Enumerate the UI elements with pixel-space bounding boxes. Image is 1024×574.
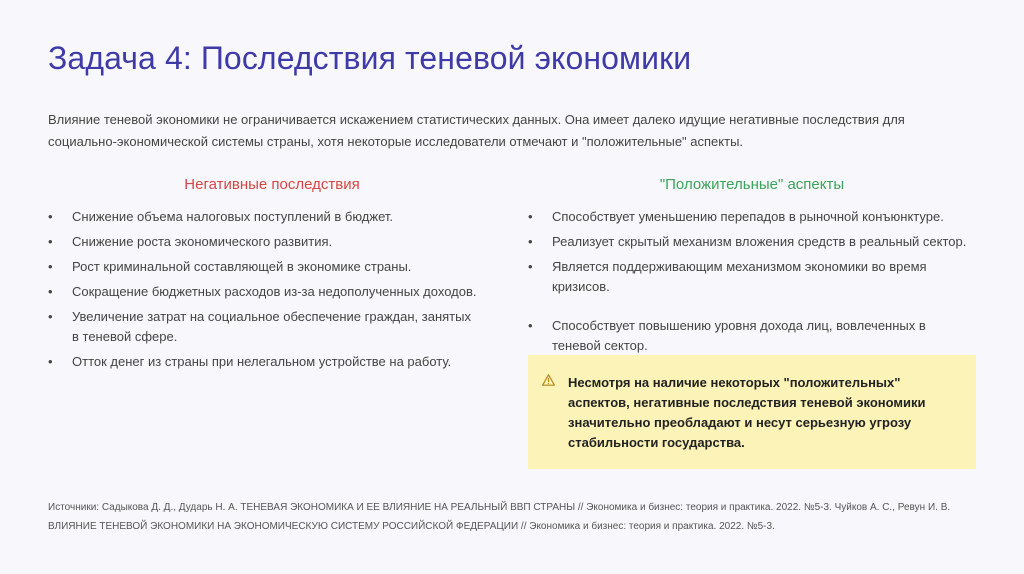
- warning-triangle-icon: [542, 374, 555, 386]
- list-item: [48, 307, 478, 347]
- bullet: •: [48, 309, 53, 324]
- list-item: [48, 352, 478, 372]
- sources-footnote: Источники: Садыкова Д. Д., Дударь Н. А. ТЕНЕВАЯ ЭКОНОМИКА И ЕЕ ВЛИЯНИЕ НА РЕАЛЬНЫЙ ВВП СТРАНЫ // Экономика и бизнес: теория и практика. 2022. №5-3. Чуйков А. С., Ревун И. В. ВЛИЯНИЕ ТЕНЕВОЙ ЭКОНОМИКИ НА ЭКОНОМИЧЕСКУЮ СИСТЕМУ РОССИЙСКОЙ ФЕДЕРАЦИИ // Экономика и бизнес: теория и практика. 2022. №5-3.: [48, 502, 951, 532]
- list-item: [528, 316, 968, 356]
- warning-text: Несмотря на наличие некоторых "положительных" аспектов, негативные последствия теневой экономики значительно преобладают и несут серьезную угрозу стабильности государства.: [568, 375, 926, 450]
- positive-list: [528, 207, 968, 361]
- list-item-text: Способствует уменьшению перепадов в рыночной конъюнктуре.: [552, 209, 944, 224]
- list-item: [528, 232, 968, 252]
- negative-heading: Негативные последствия: [184, 176, 360, 193]
- bullet: •: [528, 259, 533, 274]
- page-title: Задача 4: Последствия теневой экономики: [48, 40, 692, 76]
- bullet: •: [48, 209, 53, 224]
- warning-icon: [542, 374, 555, 389]
- list-item-text: Сокращение бюджетных расходов из-за недополученных доходов.: [72, 284, 477, 299]
- list-item: [48, 282, 478, 302]
- intro-paragraph: Влияние теневой экономики не ограничивается искажением статистических данных. Она имеет далеко идущие негативные последствия для социально-экономической системы страны, хотя некоторые исследователи отмечают и "положительные" аспекты.: [48, 112, 905, 149]
- list-item-text: Является поддерживающим механизмом экономики во время кризисов.: [552, 259, 927, 294]
- bullet: •: [48, 234, 53, 249]
- bullet: •: [528, 318, 533, 333]
- list-item: [48, 207, 478, 227]
- bullet: •: [48, 284, 53, 299]
- list-item-text: Отток денег из страны при нелегальном устройстве на работу.: [72, 354, 452, 369]
- list-item-text: Увеличение затрат на социальное обеспечение граждан, занятых в теневой сфере.: [72, 309, 471, 344]
- list-item: [48, 232, 478, 252]
- bullet: •: [48, 354, 53, 369]
- list-item: [528, 257, 968, 297]
- negative-list: [48, 207, 478, 377]
- bullet: •: [48, 259, 53, 274]
- bullet: •: [528, 234, 533, 249]
- list-item-text: Реализует скрытый механизм вложения средств в реальный сектор.: [552, 234, 967, 249]
- list-item-text: Снижение объема налоговых поступлений в бюджет.: [72, 209, 394, 224]
- list-item: [48, 257, 478, 277]
- list-item: [528, 207, 968, 227]
- list-item-text: Рост криминальной составляющей в экономике страны.: [72, 259, 412, 274]
- warning-callout: [528, 355, 976, 469]
- list-item-text: Снижение роста экономического развития.: [72, 234, 333, 249]
- positive-heading: "Положительные" аспекты: [659, 176, 845, 193]
- bullet: •: [528, 209, 533, 224]
- list-item-text: Способствует повышению уровня дохода лиц, вовлеченных в теневой сектор.: [552, 318, 926, 353]
